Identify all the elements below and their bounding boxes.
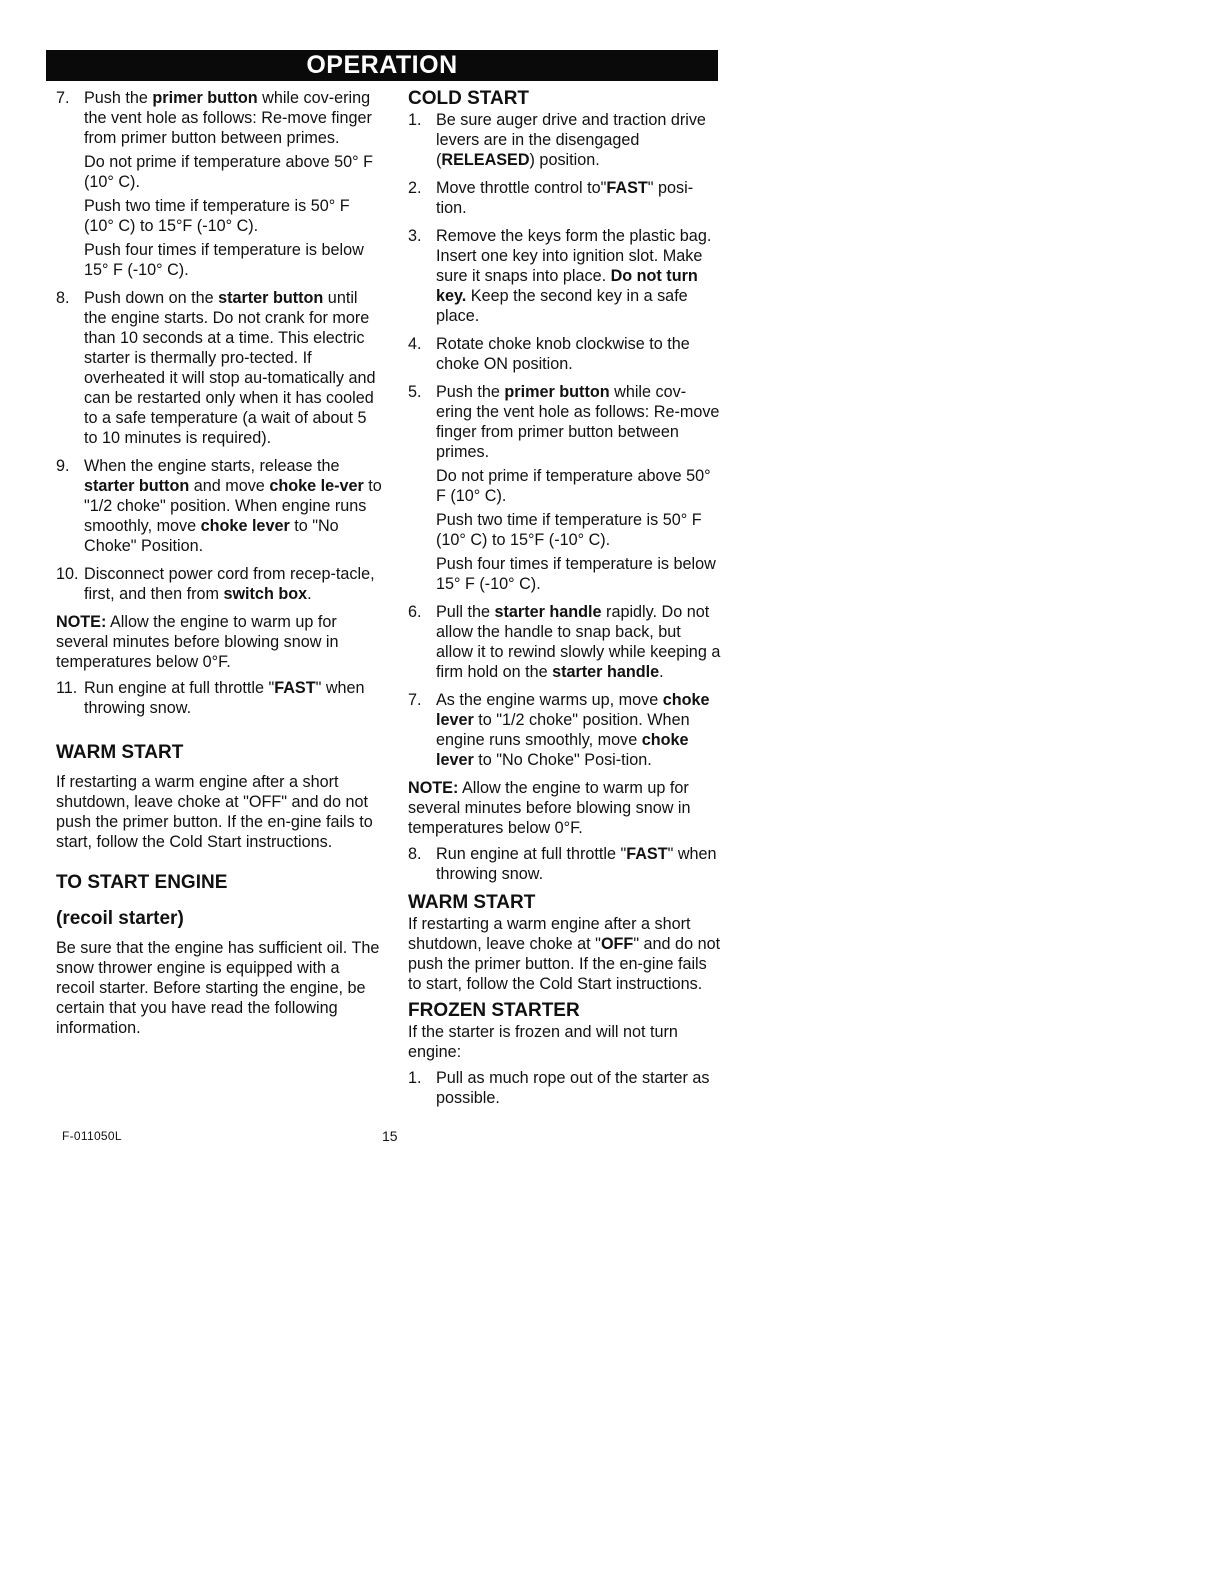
start-engine-text: Be sure that the engine has sufficient oil. The snow thrower engine is equipped with a recoil starter. Before starting the engine, be certain that you have read the following information.: [56, 939, 380, 1037]
item-number: 7.: [408, 691, 422, 709]
cold-start-heading: COLD START: [408, 88, 530, 109]
warm-start-text: If restarting a warm engine after a short shutdown, leave choke at "OFF" and do not push the primer button. If the en-gine fails to start, follow the Cold Start instructions.: [408, 915, 721, 993]
item-number: 10.: [56, 565, 79, 583]
list-item: 3. Remove the keys form the plastic bag. Insert one key into ignition slot. Make sure it snaps into place. Do not turn key. Keep the second key in a safe place.: [408, 226, 722, 330]
item-number: 1.: [408, 1069, 422, 1087]
recoil-starter-subheading: (recoil starter): [56, 908, 184, 929]
list-item: 6. Pull the starter handle rapidly. Do not allow the handle to snap back, but allow it to rewind slowly while keeping a firm hold on the starter handle.: [408, 602, 722, 686]
sub-paragraph: Push four times if temperature is below 15° F (-10° C).: [84, 241, 364, 279]
list-item: 1. Be sure auger drive and traction drive levers are in the disengaged (RELEASED) position.: [408, 110, 722, 174]
frozen-starter-heading: FROZEN STARTER: [408, 1000, 580, 1021]
list-item: 1. Pull as much rope out of the starter as possible.: [408, 1068, 722, 1112]
sub-paragraph: Do not prime if temperature above 50° F (10° C).: [436, 467, 711, 505]
sub-paragraph: Do not prime if temperature above 50° F (10° C).: [84, 153, 373, 191]
list-item: 8. Push down on the starter button until the engine starts. Do not crank for more than 10 seconds at a time. This electric starter is thermally pro-tected. If overheated it will stop au-tomatically and can be restarted only when it has cooled to a safe temperature (a wait of about 5 to 10 minutes is required).: [56, 288, 382, 452]
right-column: [408, 88, 722, 1116]
warm-start-heading: WARM START: [408, 892, 536, 913]
sub-paragraph: Push four times if temperature is below 15° F (-10° C).: [436, 555, 716, 593]
list-item: 10. Disconnect power cord from recep-tacle, first, and then from switch box.: [56, 564, 382, 608]
note-paragraph: NOTE: Allow the engine to warm up for several minutes before blowing snow in temperatures below 0°F.: [408, 779, 691, 837]
item-number: 6.: [408, 603, 422, 621]
list-item: 8. Run engine at full throttle "FAST" when throwing snow.: [408, 844, 722, 888]
list-item: 11. Run engine at full throttle "FAST" when throwing snow.: [56, 678, 382, 722]
list-item: 9. When the engine starts, release the starter button and move choke le-ver to "1/2 choke" position. When engine runs smoothly, move choke lever to "No Choke" Position.: [56, 456, 382, 560]
page-number: 15: [382, 1128, 398, 1144]
item-number: 8.: [408, 845, 422, 863]
item-number: 2.: [408, 179, 422, 197]
frozen-starter-text: If the starter is frozen and will not turn engine:: [408, 1023, 678, 1061]
warm-start-text: If restarting a warm engine after a short shutdown, leave choke at "OFF" and do not push the primer button. If the en-gine fails to start, follow the Cold Start instructions.: [56, 773, 373, 851]
list-item: 7. Push the primer button while cov-ering the vent hole as follows: Re-move finger from primer button between primes. Do not prime if temperature above 50° F (10° C). Push two time if temperature is 50° F (10° C) to 15°F (-10° C). Push four times if temperature is below 15° F (-10° C).: [56, 88, 382, 284]
item-number: 9.: [56, 457, 70, 475]
left-column: [56, 88, 382, 1044]
item-number: 7.: [56, 89, 70, 107]
item-number: 4.: [408, 335, 422, 353]
document-code: F-011050L: [62, 1129, 122, 1143]
list-item: 7. As the engine warms up, move choke lever to "1/2 choke" position. When engine runs smoothly, move choke lever to "No Choke" Posi-tion.: [408, 690, 722, 774]
item-number: 11.: [56, 679, 78, 697]
item-number: 1.: [408, 111, 422, 129]
list-item: 4. Rotate choke knob clockwise to the choke ON position.: [408, 334, 722, 378]
sub-paragraph: Push two time if temperature is 50° F (10° C) to 15°F (-10° C).: [84, 197, 350, 235]
item-number: 3.: [408, 227, 422, 245]
note-paragraph: NOTE: Allow the engine to warm up for several minutes before blowing snow in temperatures below 0°F.: [56, 613, 339, 671]
section-banner: OPERATION: [46, 50, 718, 81]
list-item: 5. Push the primer button while cov-ering the vent hole as follows: Re-move finger from primer button between primes. Do not prime if temperature above 50° F (10° C). Push two time if temperature is 50° F (10° C) to 15°F (-10° C). Push four times if temperature is below 15° F (-10° C).: [408, 382, 722, 598]
start-engine-heading: TO START ENGINE: [56, 872, 228, 893]
item-number: 5.: [408, 383, 422, 401]
list-item: 2. Move throttle control to"FAST" posi-tion.: [408, 178, 722, 222]
warm-start-heading: WARM START: [56, 742, 184, 763]
sub-paragraph: Push two time if temperature is 50° F (10° C) to 15°F (-10° C).: [436, 511, 702, 549]
item-number: 8.: [56, 289, 70, 307]
